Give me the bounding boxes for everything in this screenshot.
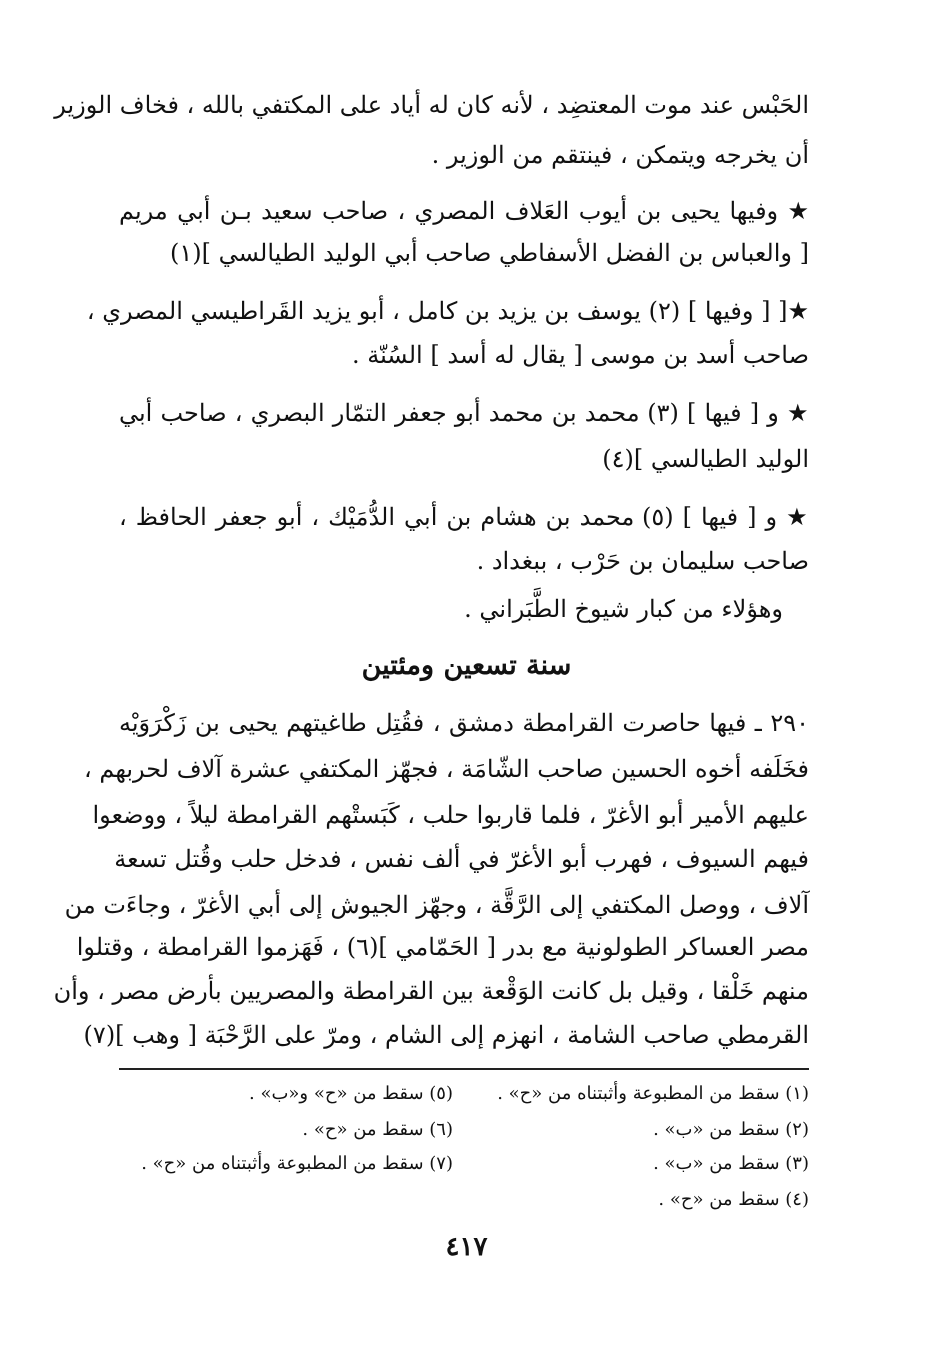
body-line: فخَلَفه أخوه الحسين صاحب الشّامَة ، فجهّز المكتفي عشرة آلاف لحربهم ، <box>83 755 809 783</box>
entry-line: [ والعباس بن الفضل الأسفاطي صاحب أبي الوليد الطيالسي ](١) <box>169 239 809 267</box>
footnote: (٥) سقط من «ح» و«ب» . <box>249 1083 453 1104</box>
body-line: القرمطي صاحب الشامة ، انهزم إلى الشام ، ومرّ على الرَّحْبَة [ وهب ](٧) <box>83 1021 809 1049</box>
page-number: ٤١٧ <box>445 1232 488 1262</box>
footnote: (٦) سقط من «ح» . <box>302 1119 453 1140</box>
footnote: (٧) سقط من المطبوعة وأثبتناه من «ح» . <box>141 1153 453 1174</box>
footnote: (١) سقط من المطبوعة وأثبتناه من «ح» . <box>497 1083 809 1104</box>
entry-line: الوليد الطيالسي ](٤) <box>602 445 809 473</box>
section-heading: سنة تسعين ومئتين <box>361 650 572 681</box>
entry-line: ★[ [ وفيها ] (٢) يوسف بن يزيد بن كامل ، أبو يزيد القَراطيسي المصري ، <box>86 297 809 325</box>
body-line: فيهم السيوف ، فهرب أبو الأغرّ في ألف نفس ، فدخل حلب وقُتل تسعة <box>114 845 809 873</box>
body-line: الحَبْس عند موت المعتضِد ، لأنه كان له أياد على المكتفي بالله ، فخاف الوزير <box>54 91 809 119</box>
footnote: (٢) سقط من «ب» . <box>653 1119 809 1140</box>
body-line: وهؤلاء من كبار شيوخ الطَّبَراني . <box>464 595 783 623</box>
footnote: (٤) سقط من «ح» . <box>658 1189 809 1210</box>
body-line: مصر العساكر الطولونية مع بدر [ الحَمّامي ](٦) ، فَهَزموا القرامطة ، وقتلوا <box>76 933 809 961</box>
entry-line: صاحب أسد بن موسى [ يقال له أسد ] السُنّة . <box>351 341 809 369</box>
body-line: آلاف ، ووصل المكتفي إلى الرَّقَّة ، وجهّز الجيوش إلى أبي الأغرّ ، وجاءَت من <box>64 891 809 919</box>
footnote-rule <box>119 1068 809 1070</box>
footnote: (٣) سقط من «ب» . <box>653 1153 809 1174</box>
entry-line: ★ و [ فيها ] (٣) محمد بن محمد أبو جعفر التمّار البصري ، صاحب أبي <box>119 399 809 427</box>
body-line: عليهم الأمير أبو الأغرّ ، فلما قاربوا حلب ، كَبَستْهم القرامطة ليلاً ، ووضعوا <box>92 801 809 829</box>
entry-line: ★ وفيها يحيى بن أيوب العَلاف المصري ، صاحب سعيد بـن أبي مريم <box>119 197 809 225</box>
body-line: أن يخرجه ويتمكن ، فينتقم من الوزير . <box>431 141 809 169</box>
body-line: ٢٩٠ ـ فيها حاصرت القرامطة دمشق ، فقُتِل طاغيتهم يحيى بن زَكْرَوَيْه <box>119 709 809 737</box>
entry-line: صاحب سليمان بن حَرْب ، ببغداد . <box>476 547 809 575</box>
entry-line: ★ و [ فيها ] (٥) محمد بن هشام بن أبي الدُّمَيْك ، أبو جعفر الحافظ ، <box>119 503 809 531</box>
body-line: منهم خَلْقا ، وقيل بل كانت الوَقْعة بين القرامطة والمصريين بأرض مصر ، وأن <box>53 977 809 1005</box>
